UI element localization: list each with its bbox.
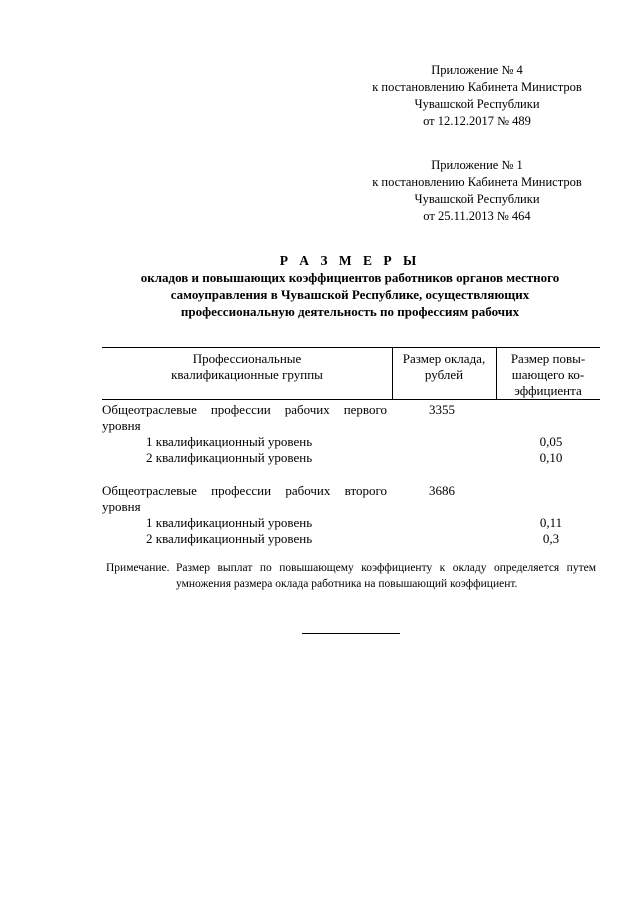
title-line: самоуправления в Чувашской Республике, осуществляющих (170, 287, 530, 302)
appendix-number: Приложение № 4 (431, 63, 523, 77)
header-text: шающего ко- (511, 367, 585, 382)
note-text: Размер выплат по повышающему коэффициенту к окладу определяется путем умножения размера оклада работника на повышающий коэффициент. (176, 562, 596, 590)
appendix-current-header (358, 62, 596, 130)
group-name: уровня (102, 418, 141, 433)
coefficient-value: 0,05 (539, 434, 563, 449)
header-text: квалификационные группы (171, 367, 323, 382)
title-main: Р А З М Е Р Ы (279, 253, 421, 268)
title-line: окладов и повышающих коэффициентов работников органов местного (140, 270, 560, 285)
appendix-date-number: от 12.12.2017 № 489 (423, 114, 531, 128)
table-top-rule (102, 347, 600, 348)
appendix-original-header (358, 157, 596, 225)
level-label: 2 квалификационный уровень (146, 531, 313, 546)
title-line: профессиональную деятельность по профессиям рабочих (180, 304, 520, 319)
level-label: 1 квалификационный уровень (146, 434, 313, 449)
coefficient-value: 0,10 (539, 450, 563, 465)
level-label: 2 квалификационный уровень (146, 450, 313, 465)
coefficient-value: 0,3 (542, 531, 560, 546)
group-name: Общеотраслевые профессии рабочих второго (102, 483, 387, 498)
appendix-number: Приложение № 1 (431, 158, 523, 172)
table-header-rule (102, 399, 600, 400)
header-salary (392, 351, 496, 383)
level-label: 1 квалификационный уровень (146, 515, 313, 530)
salary-value: 3355 (429, 402, 455, 417)
appendix-republic: Чувашской Республики (414, 192, 540, 206)
header-coefficient (496, 351, 600, 399)
coefficient-value: 0,11 (539, 515, 563, 530)
header-text: рублей (424, 367, 464, 382)
closing-rule (302, 633, 400, 634)
header-text: Размер повы- (510, 351, 586, 366)
note-label: Примечание. (106, 562, 170, 574)
header-text: Профессиональные (192, 351, 302, 366)
appendix-reference: к постановлению Кабинета Министров (372, 175, 582, 189)
group-name: уровня (102, 499, 141, 514)
appendix-republic: Чувашской Республики (414, 97, 540, 111)
document-title (100, 252, 600, 320)
salary-value: 3686 (429, 483, 455, 498)
appendix-reference: к постановлению Кабинета Министров (372, 80, 582, 94)
header-text: Размер оклада, (402, 351, 486, 366)
group-name: Общеотраслевые профессии рабочих первого (102, 402, 387, 417)
appendix-date-number: от 25.11.2013 № 464 (423, 209, 531, 223)
header-text: эффициента (514, 383, 582, 398)
header-qualification-groups (102, 351, 392, 383)
